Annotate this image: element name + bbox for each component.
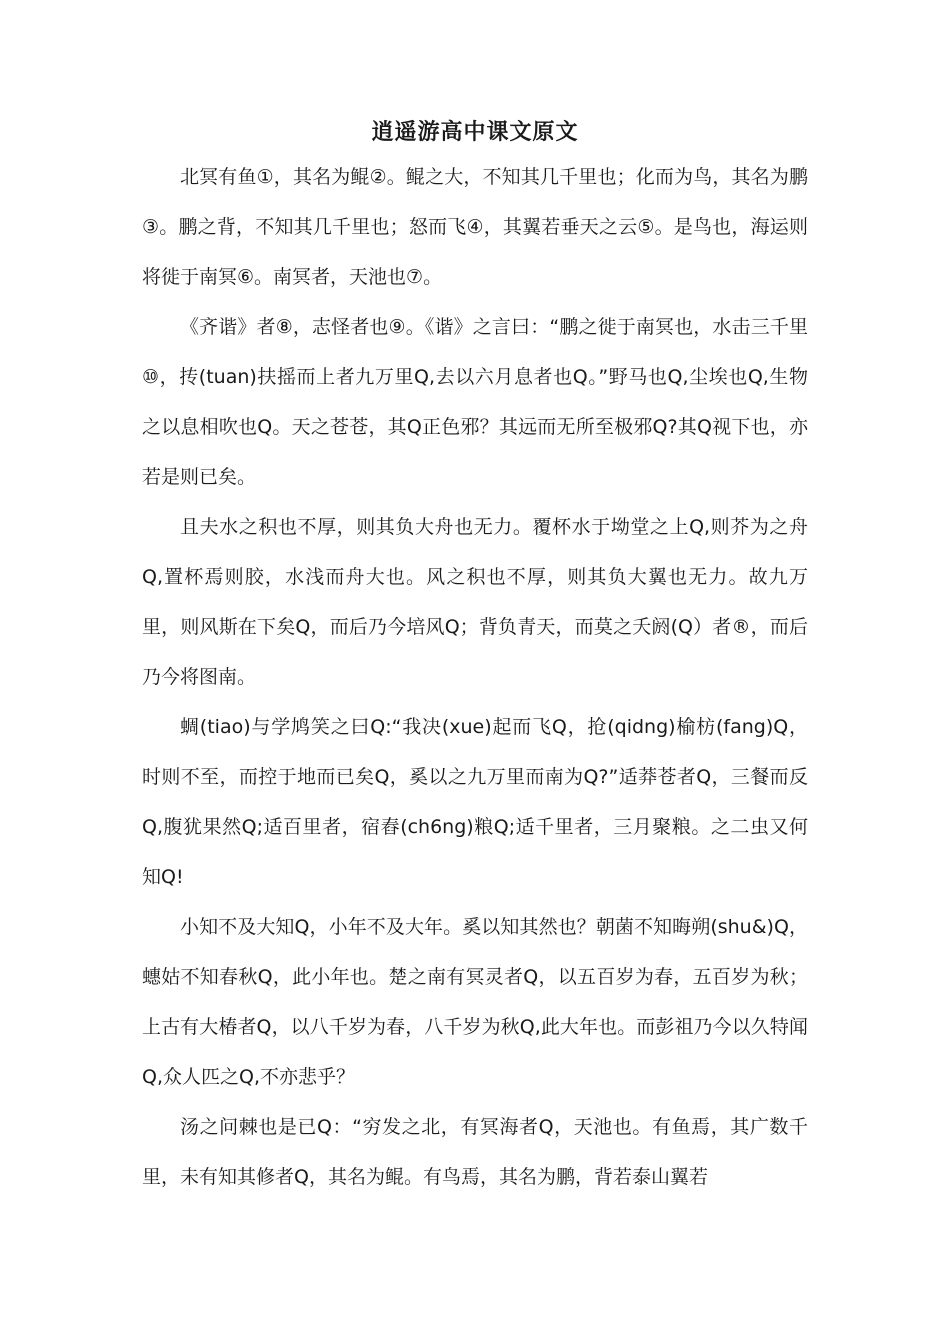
document-body xyxy=(142,152,808,1202)
paragraph-1: 北冥有鱼①，其名为鲲②。鲲之大，不知其几千里也；化而为鸟，其名为鹏③。鹏之背，不知其几千里也；怒而飞④，其翼若垂天之云⑤。是鸟也，海运则将徙于南冥⑥。南冥者，天池也⑦。 xyxy=(142,166,808,288)
paragraph-2: 《齐谐》者⑧，志怪者也⑨。《谐》之言曰：“鹏之徙于南冥也，水击三千里⑩，抟(tuan)扶摇而上者九万里Q,去以六月息者也Q。”野马也Q,尘埃也Q,生物之以息相吹也Q。天之苍苍，其Q正色邪？其远而无所至极邪Q?其Q视下也，亦若是则已矣。 xyxy=(142,316,808,488)
paragraph-6: 汤之问棘也是已Q：“穷发之北，有冥海者Q，天池也。有鱼焉，其广数千里，未有知其修者Q，其名为鲲。有鸟焉，其名为鹏，背若泰山翼若 xyxy=(142,1116,808,1188)
paragraph-4: 蜩(tiao)与学鸠笑之曰Q:“我决(xue)起而飞Q，抢(qidng)榆枋(fang)Q，时则不至，而控于地而已矣Q，奚以之九万里而南为Q?”适莽苍者Q，三餐而反Q,腹犹果然Q;适百里者，宿舂(ch6ng)粮Q;适千里者，三月聚粮。之二虫又何知Q! xyxy=(142,716,808,888)
document-title: 逍遥游高中课文原文 xyxy=(371,119,579,145)
paragraph-5: 小知不及大知Q，小年不及大年。奚以知其然也？朝菌不知晦朔(shu&)Q，蟪姑不知春秋Q，此小年也。楚之南有冥灵者Q，以五百岁为春，五百岁为秋；上古有大椿者Q，以八千岁为春，八千岁为秋Q,此大年也。而彭祖乃今以久特闻Q,众人匹之Q,不亦悲乎？ xyxy=(142,916,808,1088)
paragraph-3: 且夫水之积也不厚，则其负大舟也无力。覆杯水于坳堂之上Q,则芥为之舟Q,置杯焉则胶，水浅而舟大也。风之积也不厚，则其负大翼也无力。故九万里，则风斯在下矣Q，而后乃今培风Q；背负青天，而莫之夭阏(Q）者®，而后乃今将图南。 xyxy=(142,516,808,688)
